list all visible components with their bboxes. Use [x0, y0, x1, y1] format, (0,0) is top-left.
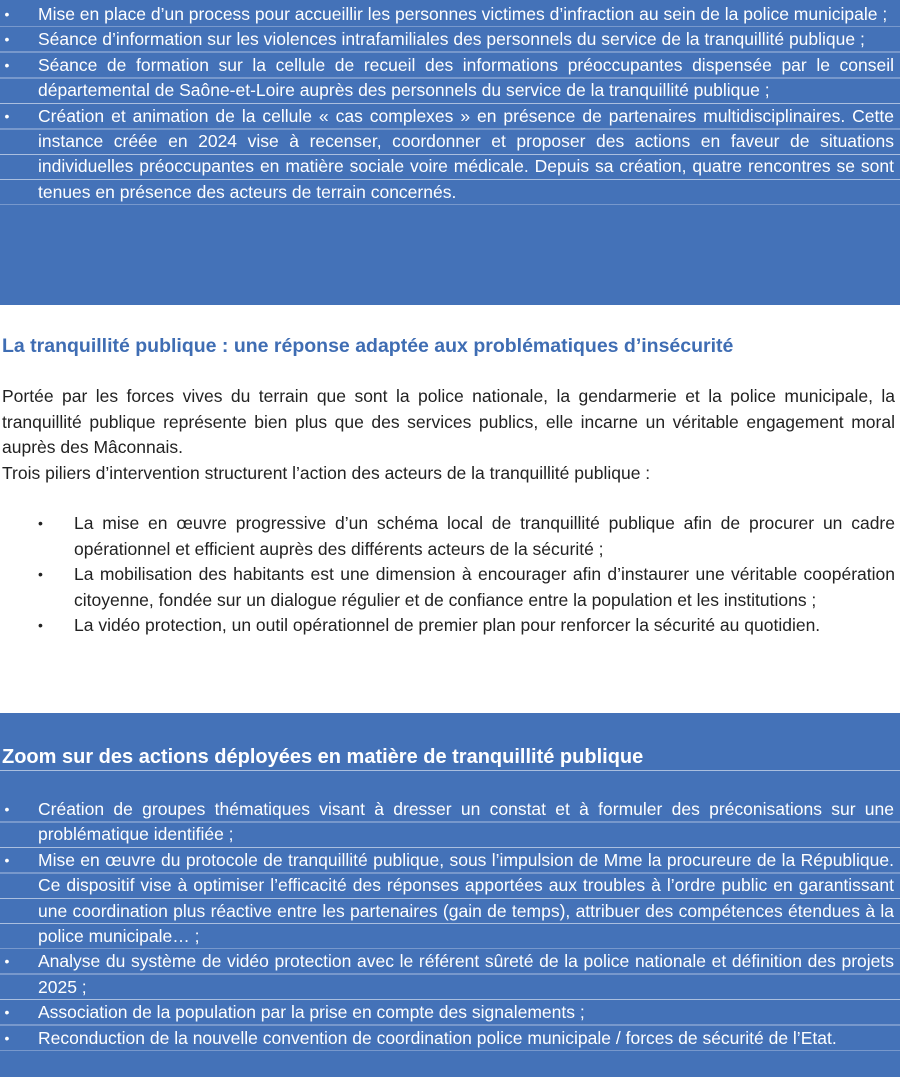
- list-item: [0, 949, 900, 1000]
- intro-paragraph: Portée par les forces vives du terrain que sont la police nationale, la gendarmerie et la police municipale, la tranquillité publique représente bien plus que des services publics, elle incarne un véritable engagement moral auprès des Mâconnais.: [2, 386, 895, 457]
- list-item-text: La vidéo protection, un outil opérationnel de premier plan pour renforcer la sécurité au quotidien.: [74, 615, 821, 635]
- bullet-icon: •: [38, 566, 43, 582]
- bullet-icon: •: [4, 1004, 10, 1021]
- bullet-icon: •: [4, 56, 10, 73]
- list-item-text: Reconduction de la nouvelle convention de coordination police municipale / forces de sécurité de l’Etat.: [38, 1027, 837, 1048]
- list-item-text: Mise en place d’un process pour accueillir les personnes victimes d’infraction au sein de la police municipale ;: [38, 4, 888, 24]
- list-item-text: La mobilisation des habitants est une dimension à encourager afin d’instaurer une véritable coopération citoyenne, fondée sur un dialogue régulier et de confiance entre la population et les institutions ;: [74, 564, 895, 610]
- zoom-actions-list: [0, 771, 900, 1051]
- list-item-text: Création de groupes thématiques visant à dresser un constat et à formuler des préconisations sur une problématique identifiée ;: [38, 799, 894, 845]
- list-item: [0, 1000, 900, 1025]
- list-item: [0, 27, 900, 52]
- list-item-text: Séance de formation sur la cellule de recueil des informations préoccupantes dispensée par le conseil départemental de Saône-et-Loire auprès des personnels du service de la tranquillité publique ;: [38, 54, 894, 101]
- list-item: [2, 511, 895, 562]
- list-item: [0, 1026, 900, 1051]
- victim-support-actions-box: [0, 0, 900, 305]
- intro-paragraphs: [2, 384, 895, 486]
- bullet-icon: •: [4, 1029, 10, 1046]
- list-item: [2, 562, 895, 613]
- list-item-text: Association de la population par la prise en compte des signalements ;: [38, 1002, 585, 1023]
- bullet-icon: •: [38, 515, 43, 531]
- list-item: [0, 797, 900, 848]
- zoom-actions-box: [0, 713, 900, 1077]
- pillars-list: [2, 511, 895, 639]
- list-item-text: Analyse du système de vidéo protection avec le référent sûreté de la police nationale et définition des projets 2025 ;: [38, 951, 894, 997]
- bullet-icon: •: [4, 851, 10, 868]
- bullet-icon: •: [4, 31, 10, 48]
- list-item-text: La mise en œuvre progressive d’un schéma local de tranquillité publique afin de procurer un cadre opérationnel et efficient auprès des différents acteurs de la sécurité ;: [74, 513, 895, 559]
- list-item: [0, 2, 900, 27]
- bullet-icon: •: [4, 107, 10, 124]
- section-heading: La tranquillité publique : une réponse adaptée aux problématiques d’insécurité: [2, 335, 734, 357]
- victim-support-list: [0, 0, 900, 205]
- zoom-box-heading: Zoom sur des actions déployées en matière de tranquillité publique: [0, 713, 900, 771]
- bullet-icon: •: [4, 6, 10, 22]
- pillars-intro-paragraph: Trois piliers d’intervention structurent l’action des acteurs de la tranquillité publique :: [2, 462, 651, 483]
- list-item-text: Mise en œuvre du protocole de tranquillité publique, sous l’impulsion de Mme la procureure de la République. Ce dispositif vise à optimiser l’efficacité des réponses apportées aux troubles à l’ordre public en garantissant une coordination plus réactive entre les partenaires (gain de temps), attribuer des compétences étendues à la police municipale… ;: [38, 849, 894, 947]
- list-item-text: Séance d’information sur les violences intrafamiliales des personnels du service de la tranquillité publique ;: [38, 29, 865, 50]
- list-item: [0, 53, 900, 104]
- list-item: [0, 104, 900, 206]
- list-item-text: Création et animation de la cellule « cas complexes » en présence de partenaires multidisciplinaires. Cette instance créée en 2024 vise à recenser, coordonner et proposer des actions en faveur de situations individuelles préoccupantes en matière sociale voire médicale. Depuis sa création, quatre rencontres se sont tenues en présence des acteurs de terrain concernés.: [38, 105, 894, 202]
- bullet-icon: •: [4, 953, 10, 970]
- bullet-icon: •: [4, 801, 10, 817]
- bullet-icon: •: [38, 617, 43, 633]
- list-item: [0, 848, 900, 950]
- list-item: [2, 613, 895, 639]
